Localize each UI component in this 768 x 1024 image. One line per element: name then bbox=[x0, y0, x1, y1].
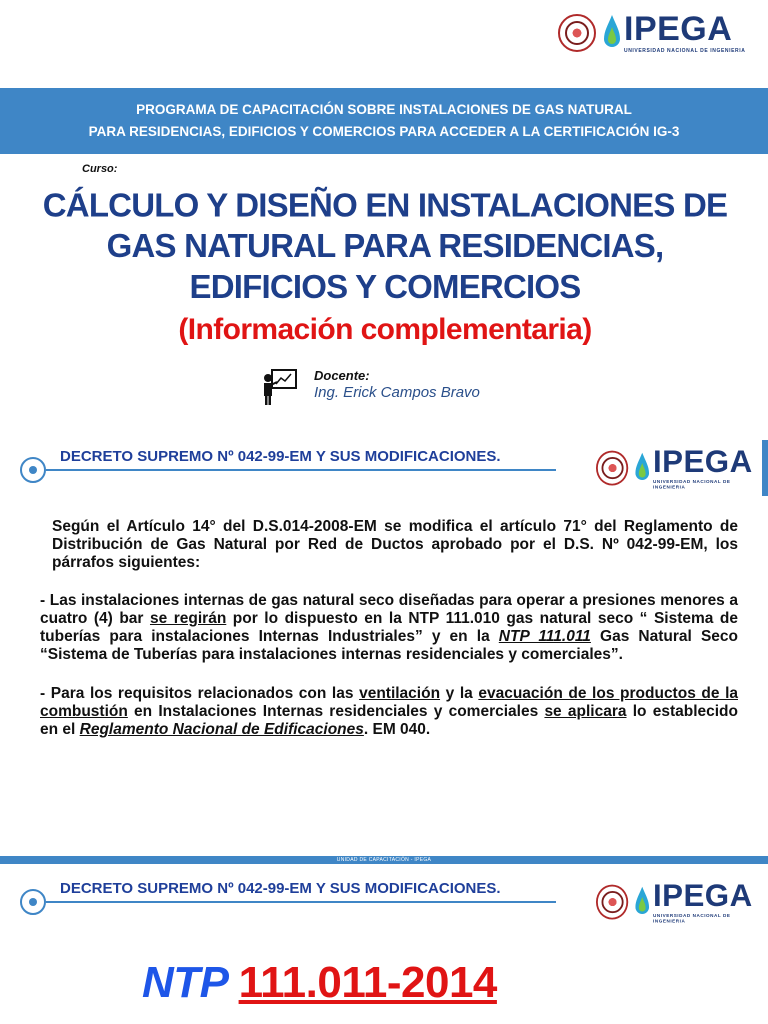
b1-underline-2: NTP 111.011 bbox=[498, 628, 591, 645]
b1-text-b: por lo dispuesto en la NTP 111.010 gas natural seco “ Sistema de tuberías para instalaciones Internas Industriales” y en la bbox=[40, 610, 738, 645]
course-title bbox=[40, 185, 730, 307]
gas-drop-icon bbox=[602, 13, 622, 53]
title-slide bbox=[0, 0, 768, 430]
b2-text-c: en Instalaciones Internas residenciales y comerciales bbox=[127, 703, 545, 720]
footer-strip-text: UNIDAD DE CAPACITACIÓN - IPEGA bbox=[336, 857, 432, 863]
gas-drop-icon bbox=[634, 450, 651, 487]
teacher-label: Docente: bbox=[314, 368, 370, 383]
bullet-circle-icon bbox=[20, 889, 46, 915]
b2-underline-4: Reglamento Nacional de Edificaciones bbox=[79, 721, 364, 738]
section-divider bbox=[46, 469, 556, 471]
banner-line-2: PARA RESIDENCIAS, EDIFICIOS Y COMERCIOS PARA ACCEDER A LA CERTIFICACIÓN IG-3 bbox=[88, 124, 680, 139]
b2-underline-1: ventilación bbox=[359, 685, 441, 702]
b2-text-e: . EM 040. bbox=[363, 721, 431, 738]
b1-text-a: - Las instalaciones internas de gas natural seco diseñadas para operar a presiones menores a cuatro (4) bar bbox=[40, 592, 738, 627]
course-label: Curso: bbox=[82, 163, 118, 175]
bullet-circle-icon bbox=[20, 457, 46, 483]
logo-name: IPEGA bbox=[624, 10, 733, 48]
b1-underline-1: se regirán bbox=[149, 610, 227, 627]
course-title-line-1: CÁLCULO Y DISEÑO EN INSTALACIONES DE bbox=[42, 185, 728, 224]
b2-text-b: y la bbox=[440, 685, 479, 702]
course-subtitle: (Información complementaria) bbox=[178, 313, 592, 346]
uni-seal-icon bbox=[596, 885, 629, 920]
logo-subtitle: UNIVERSIDAD NACIONAL DE INGENIERIA bbox=[624, 48, 746, 54]
uni-seal-icon bbox=[558, 14, 596, 52]
section-title: DECRETO SUPREMO Nº 042-99-EM Y SUS MODIFICACIONES. bbox=[60, 880, 501, 897]
side-accent-bar bbox=[762, 440, 768, 496]
bullet-paragraph-2 bbox=[40, 685, 738, 739]
b1-text-c: Gas Natural Seco “Sistema de Tuberías para instalaciones internas residenciales y comerciales”. bbox=[40, 628, 738, 663]
teacher-block bbox=[262, 368, 480, 406]
b2-underline-2: evacuación de los productos de la combustión bbox=[40, 685, 738, 720]
program-banner bbox=[0, 88, 768, 154]
gas-drop-icon bbox=[634, 884, 651, 921]
logo-name: IPEGA bbox=[652, 878, 753, 914]
teacher-presentation-icon bbox=[262, 368, 298, 406]
ntp-prefix: NTP bbox=[142, 958, 239, 1007]
ntp-heading bbox=[142, 958, 497, 1008]
ipega-logo bbox=[558, 12, 745, 54]
uni-seal-icon bbox=[596, 451, 629, 486]
b2-text-d: lo establecido en el bbox=[40, 703, 738, 738]
logo-name: IPEGA bbox=[652, 444, 753, 480]
logo-subtitle: UNIVERSIDAD NACIONAL DE INGENIERIA bbox=[652, 479, 731, 491]
b2-underline-3: se aplicara bbox=[544, 703, 627, 720]
section-divider bbox=[46, 901, 556, 903]
section-title: DECRETO SUPREMO Nº 042-99-EM Y SUS MODIFICACIONES. bbox=[60, 448, 501, 465]
ipega-logo bbox=[596, 446, 756, 490]
footer-strip bbox=[0, 856, 768, 864]
course-title-line-2: GAS NATURAL PARA RESIDENCIAS, bbox=[106, 226, 664, 265]
ntp-code: 111.011-2014 bbox=[238, 958, 497, 1007]
logo-subtitle: UNIVERSIDAD NACIONAL DE INGENIERIA bbox=[652, 913, 731, 925]
ipega-logo bbox=[596, 880, 756, 924]
intro-paragraph: Según el Artículo 14° del D.S.014-2008-EM se modifica el artículo 71° del Reglamento de Distribución de Gas Natural por Red de Ductos aprobado por el D.S. Nº 042-99-EM, los párrafos siguientes: bbox=[52, 518, 738, 571]
teacher-name: Ing. Erick Campos Bravo bbox=[314, 384, 480, 401]
b2-text-a: - Para los requisitos relacionados con las bbox=[40, 685, 360, 702]
banner-line-1: PROGRAMA DE CAPACITACIÓN SOBRE INSTALACIONES DE GAS NATURAL bbox=[136, 102, 632, 117]
course-title-line-3: EDIFICIOS Y COMERCIOS bbox=[189, 267, 581, 306]
bullet-paragraph-1 bbox=[40, 592, 738, 664]
